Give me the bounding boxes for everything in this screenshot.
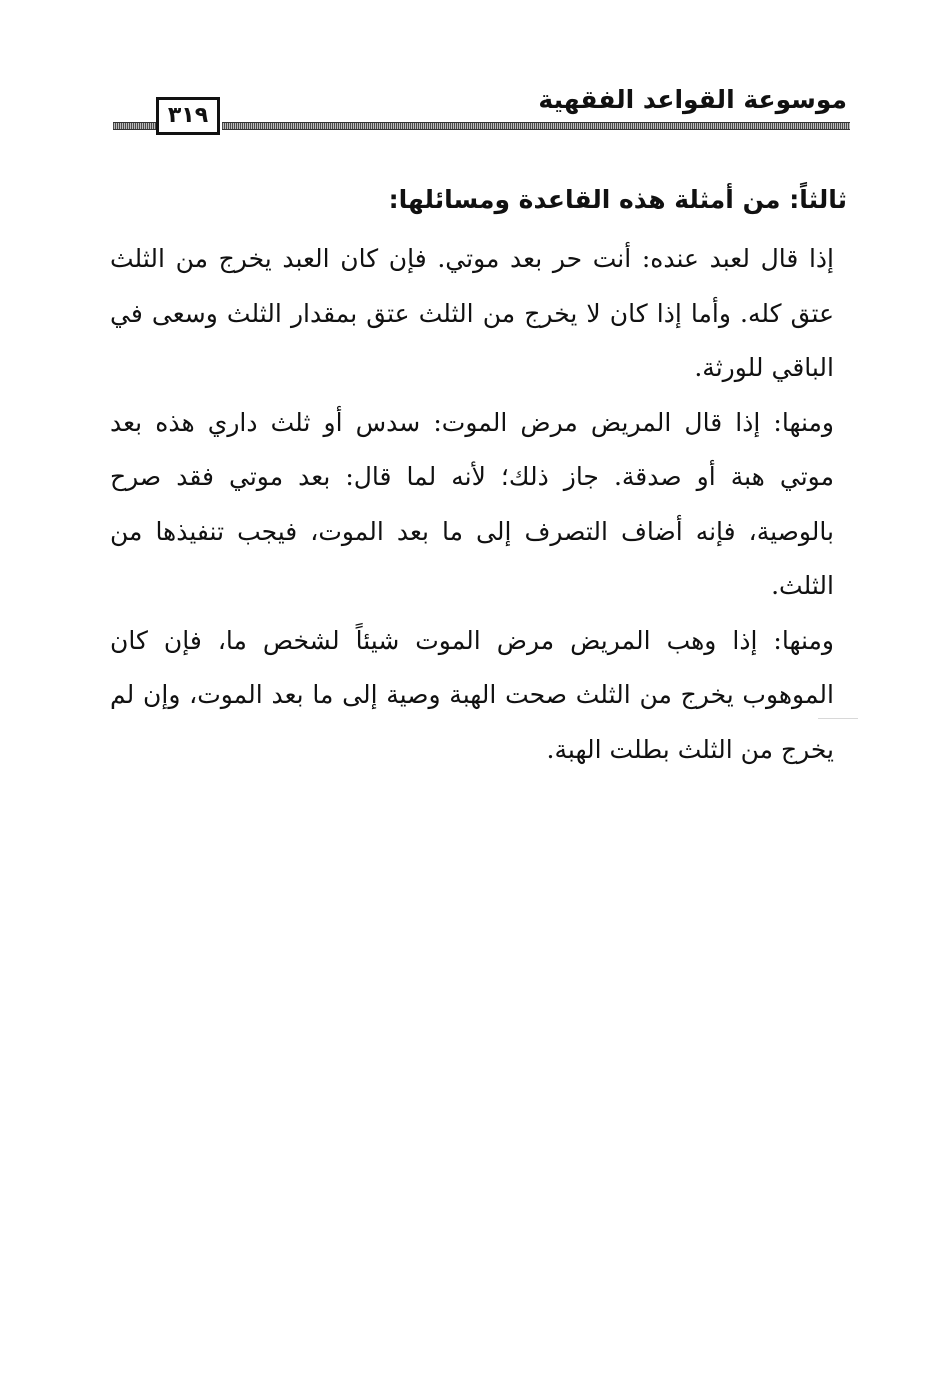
running-header-title: موسوعة القواعد الفقهية xyxy=(538,85,847,114)
paragraph-example-3: ومنها: إذا وهب المريض مرض الموت شيئاً لشخص ما، فإن كان الموهوب يخرج من الثلث صحت الهبة وصية إلى ما بعد الموت، وإن لم يخرج من الثلث بطلت الهبة. xyxy=(110,625,834,764)
paragraph-example-1: إذا قال لعبد عنده: أنت حر بعد موتي. فإن كان العبد يخرج من الثلث عتق كله. وأما إذا كان لا يخرج من الثلث عتق بمقدار الثلث وسعى في الباقي للورثة. xyxy=(110,244,834,382)
scan-mark xyxy=(818,718,858,719)
paragraph-example-2: ومنها: إذا قال المريض مرض الموت: سدس أو ثلث داري هذه بعد موتي هبة أو صدقة. جاز ذلك؛ لأنه لما قال: بعد موتي فقد صرح بالوصية، فإنه أضاف التصرف إلى ما بعد الموت، فيجب تنفيذها من الثلث. xyxy=(110,407,834,600)
page-number-frame xyxy=(156,97,220,135)
header-rule-right xyxy=(222,122,850,130)
main-text xyxy=(110,232,834,777)
section-heading: ثالثاً: من أمثلة هذه القاعدة ومسائلها: xyxy=(388,185,847,214)
page-number: ٣١٩ xyxy=(167,103,209,128)
header-rule-left xyxy=(113,122,157,130)
